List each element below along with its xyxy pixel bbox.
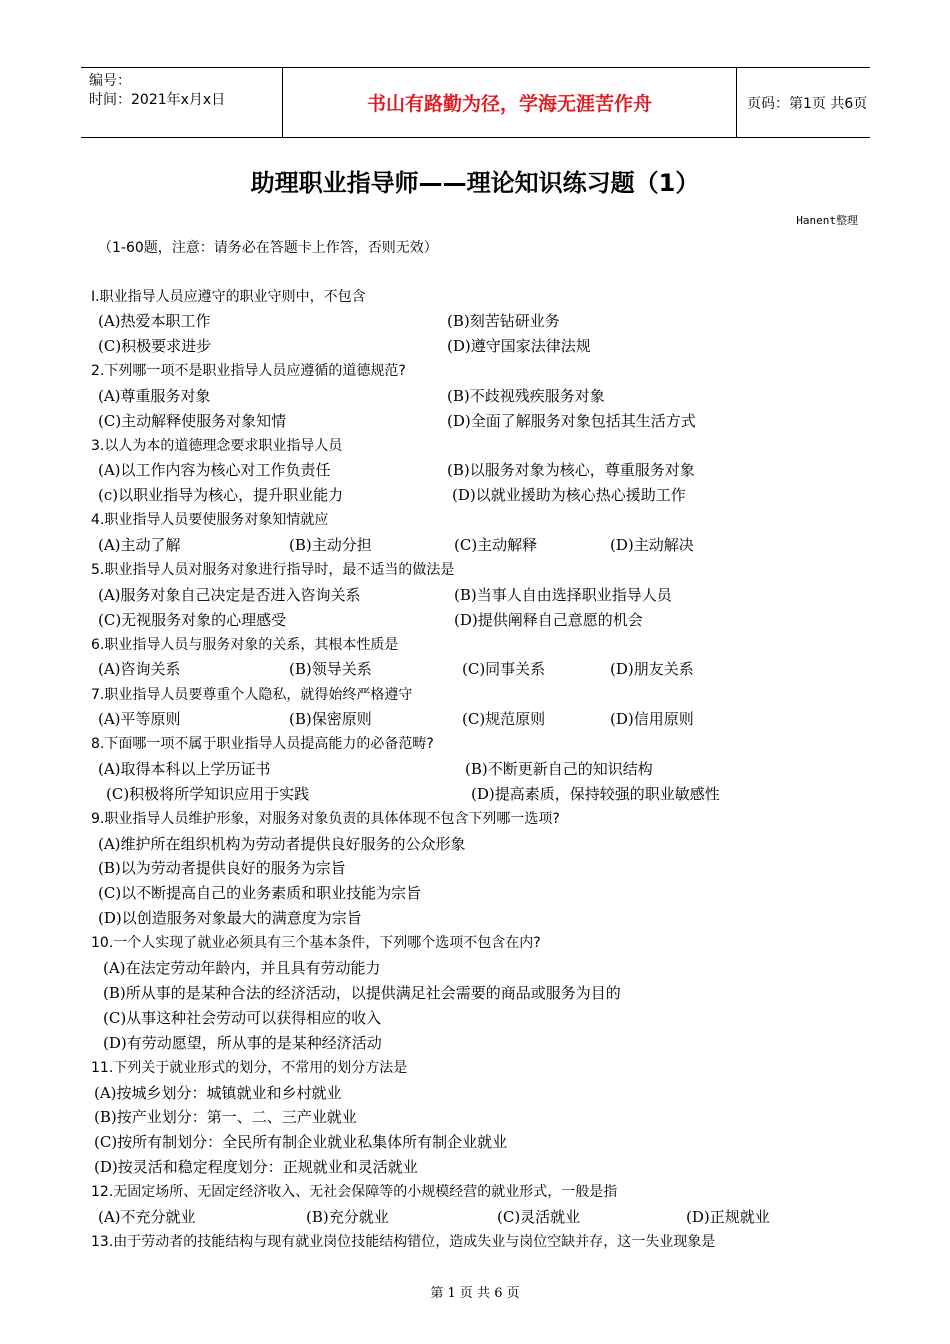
question-option: (B)以服务对象为核心，尊重服务对象 (447, 461, 695, 479)
question-option: (B)不歧视残疾服务对象 (447, 387, 605, 405)
question-option: (C)主动解释使服务对象知情 (98, 412, 287, 430)
question-stem: 2.下列哪一项不是职业指导人员应遵循的道德规范? (91, 363, 406, 379)
question-option: (C)无视服务对象的心理感受 (98, 611, 287, 629)
question-option: (A)按城乡划分：城镇就业和乡村就业 (94, 1084, 342, 1102)
question-stem: 10.一个人实现了就业必须具有三个基本条件，下列哪个选项不包含在内? (91, 935, 541, 951)
question-option: (A)在法定劳动年龄内，并且具有劳动能力 (103, 959, 381, 977)
question-option: (B)充分就业 (306, 1208, 389, 1226)
question-option: (B)按产业划分：第一、二、三产业就业 (94, 1108, 357, 1126)
question-option: (B)所从事的是某种合法的经济活动，以提供满足社会需要的商品或服务为目的 (103, 984, 621, 1002)
question-option: (A)取得本科以上学历证书 (98, 760, 271, 778)
page-footer: 第 1 页 共 6 页 (430, 1286, 520, 1301)
page-title: 助理职业指导师——理论知识练习题（1） (250, 169, 700, 197)
question-option: (D)朋友关系 (610, 660, 694, 678)
question-option: (B)不断更新自己的知识结构 (465, 760, 653, 778)
question-option: (A)服务对象自己决定是否进入咨询关系 (98, 586, 361, 604)
question-option: (C)同事关系 (462, 660, 546, 678)
question-stem: 5.职业指导人员对服务对象进行指导时，最不适当的做法是 (91, 562, 455, 578)
question-option: (A)以工作内容为核心对工作负责任 (98, 461, 331, 479)
question-option: (C)积极要求进步 (98, 337, 212, 355)
question-option: (A)热爱本职工作 (98, 312, 211, 330)
question-option: (B)领导关系 (289, 660, 372, 678)
header-motto: 书山有路勤为径，学海无涯苦作舟 (282, 68, 737, 137)
document-date: 时间：2021年x月x日 (89, 92, 226, 108)
question-option: (C)灵活就业 (497, 1208, 581, 1226)
instruction-note: （1-60题，注意：请务必在答题卡上作答，否则无效） (98, 240, 438, 256)
question-stem: 6.职业指导人员与服务对象的关系，其根本性质是 (91, 637, 399, 653)
question-option: (D)提高素质，保持较强的职业敏感性 (471, 785, 720, 803)
question-option: (C)规范原则 (462, 710, 546, 728)
question-option: (C)以不断提高自己的业务素质和职业技能为宗旨 (98, 884, 422, 902)
question-option: (D)以就业援助为核心热心援助工作 (452, 486, 686, 504)
page-header (81, 67, 870, 138)
question-option: (B)保密原则 (289, 710, 372, 728)
question-option: (D)主动解决 (610, 536, 694, 554)
question-stem: 3.以人为本的道德理念要求职业指导人员 (91, 438, 343, 454)
question-option: (D)全面了解服务对象包括其生活方式 (447, 412, 696, 430)
question-option: (A)平等原则 (98, 710, 181, 728)
question-option: (D)有劳动愿望，所从事的是某种经济活动 (103, 1034, 382, 1052)
question-option: (A)维护所在组织机构为劳动者提供良好服务的公众形象 (98, 835, 466, 853)
question-option: (D)正规就业 (686, 1208, 770, 1226)
header-page-number: 页码：第1页 共6页 (747, 95, 868, 112)
question-option: (c)以职业指导为核心，提升职业能力 (98, 486, 344, 504)
question-option: (D)以创造服务对象最大的满意度为宗旨 (98, 909, 362, 927)
question-option: (B)以为劳动者提供良好的服务为宗旨 (98, 859, 346, 877)
question-option: (D)信用原则 (610, 710, 694, 728)
question-stem: 13.由于劳动者的技能结构与现有就业岗位技能结构错位，造成失业与岗位空缺并存，这一失业现象是 (91, 1234, 716, 1250)
question-option: (A)咨询关系 (98, 660, 181, 678)
question-option: (B)主动分担 (289, 536, 372, 554)
question-option: (A)主动了解 (98, 536, 181, 554)
question-option: (D)遵守国家法律法规 (447, 337, 591, 355)
question-stem: 12.无固定场所、无固定经济收入、无社会保障等的小规模经营的就业形式，一般是指 (91, 1184, 618, 1200)
question-option: (C)主动解释 (454, 536, 538, 554)
question-stem: I.职业指导人员应遵守的职业守则中，不包含 (91, 289, 366, 305)
question-option: (C)从事这种社会劳动可以获得相应的收入 (103, 1009, 382, 1027)
document-number: 编号： (89, 73, 131, 89)
question-stem: 7.职业指导人员要尊重个人隐私，就得始终严格遵守 (91, 687, 413, 703)
question-option: (D)按灵活和稳定程度划分：正规就业和灵活就业 (94, 1158, 418, 1176)
question-stem: 8.下面哪一项不属于职业指导人员提高能力的必备范畴? (91, 736, 434, 752)
question-option: (B)当事人自由选择职业指导人员 (454, 586, 672, 604)
question-stem: 11.下列关于就业形式的划分，不常用的划分方法是 (91, 1060, 408, 1076)
question-option: (B)刻苦钻研业务 (447, 312, 560, 330)
question-option: (A)尊重服务对象 (98, 387, 211, 405)
question-option: (C)按所有制划分：全民所有制企业就业私集体所有制企业就业 (94, 1133, 508, 1151)
question-option: (D)提供阐释自己意愿的机会 (454, 611, 643, 629)
question-option: (A)不充分就业 (98, 1208, 196, 1226)
credit-line: Hanent整理 (796, 214, 858, 227)
header-info-cell (81, 68, 281, 137)
question-option: (C)积极将所学知识应用于实践 (106, 785, 310, 803)
question-stem: 9.职业指导人员维护形象，对服务对象负责的具体体现不包含下列哪一选项? (91, 811, 560, 827)
question-stem: 4.职业指导人员要使服务对象知情就应 (91, 512, 329, 528)
